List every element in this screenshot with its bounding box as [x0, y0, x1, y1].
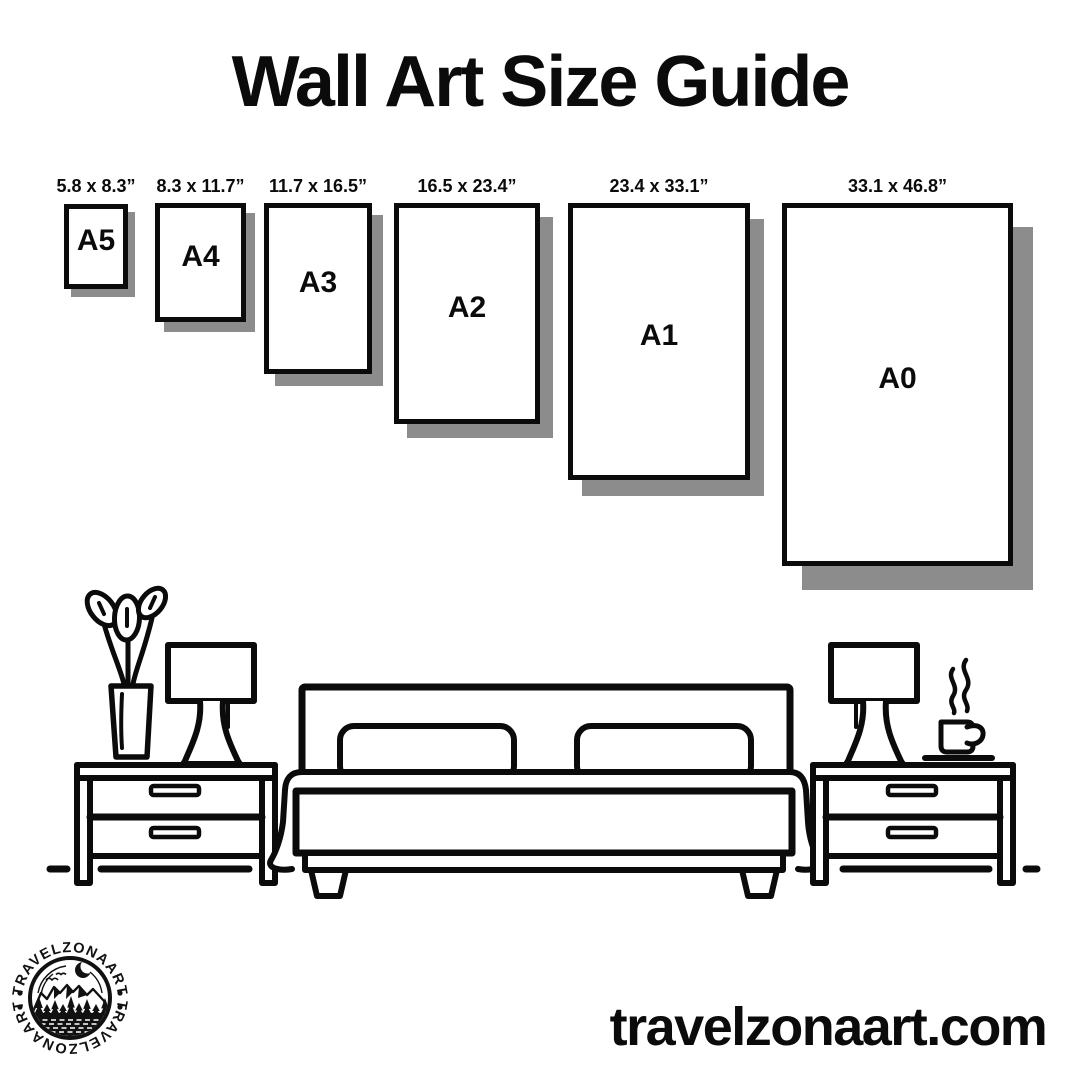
coffee-cup-icon [925, 660, 992, 758]
website-text: travelzonaart.com [609, 997, 1047, 1057]
dimension-label-a4: 8.3 x 11.7” [156, 176, 245, 196]
bed-leg-right [742, 870, 777, 896]
mattress [296, 791, 792, 853]
brand-logo [10, 938, 130, 1058]
plant-icon [81, 583, 171, 757]
nightstand-right-icon [813, 765, 1013, 883]
steam-icon [951, 669, 955, 713]
dimension-label-a3: 11.7 x 16.5” [268, 176, 368, 196]
size-name-a2: A2 [447, 290, 487, 324]
size-name-a0: A0 [878, 361, 917, 395]
dimension-label-a2: 16.5 x 23.4” [417, 176, 517, 196]
logo-text-bottom: TRAVELZONAART [10, 998, 130, 1057]
bed-icon [270, 687, 820, 896]
bed-frame [305, 853, 783, 870]
lamp-right-icon [831, 645, 917, 764]
dimension-label-a5: 5.8 x 8.3” [56, 176, 136, 196]
logo-text-top: TRAVELZONAART [10, 939, 130, 998]
size-name-a5: A5 [76, 223, 116, 257]
lamp-left-icon [168, 645, 254, 764]
nightstand-left-icon [77, 765, 275, 883]
page-title: Wall Art Size Guide [231, 42, 849, 122]
steam-icon [964, 660, 969, 711]
size-name-a4: A4 [181, 239, 220, 273]
bed-leg-left [311, 870, 346, 896]
dimension-label-a1: 23.4 x 33.1” [609, 176, 709, 196]
size-name-a3: A3 [298, 265, 338, 299]
size-name-a1: A1 [639, 318, 679, 352]
dimension-label-a0: 33.1 x 46.8” [847, 176, 948, 196]
